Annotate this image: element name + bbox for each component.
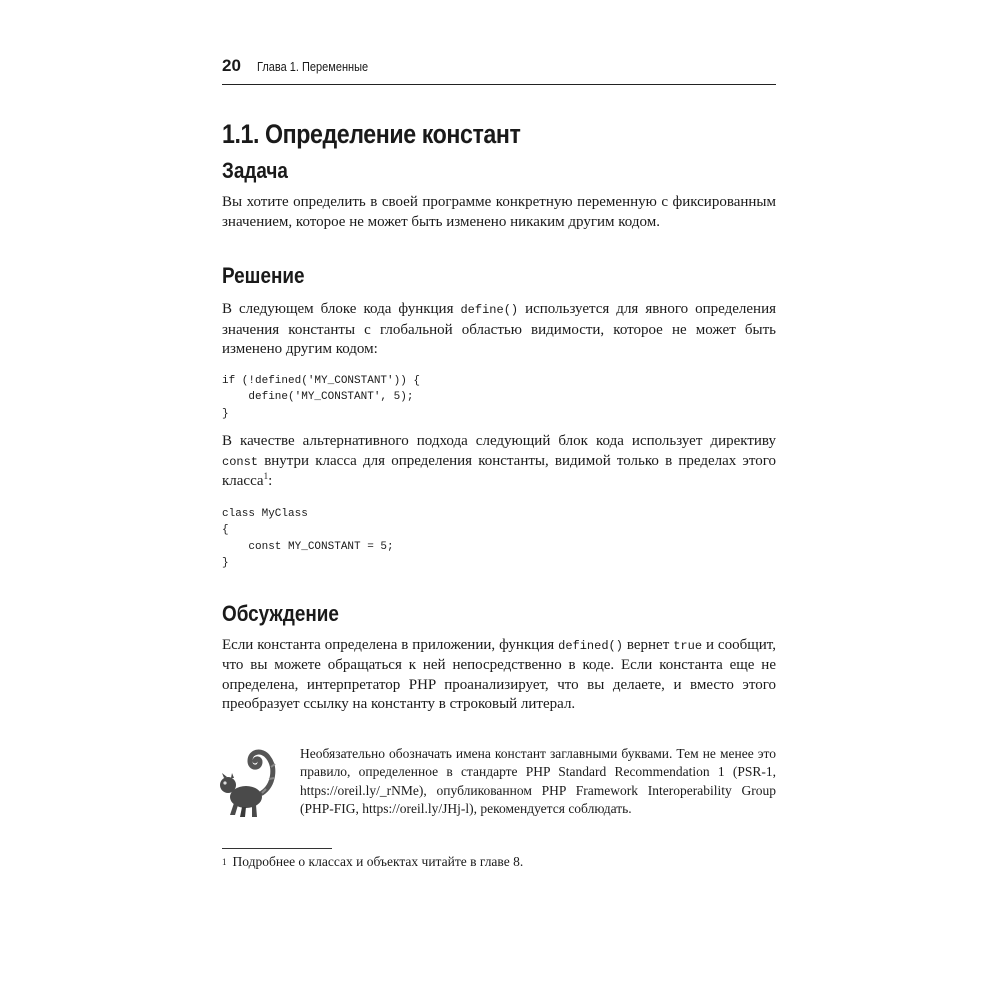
inline-code-define: define() — [460, 303, 519, 317]
inline-code-defined: defined() — [558, 638, 623, 653]
text-span: внутри класса для определения константы, видимой только в пределах этого класса — [222, 452, 776, 489]
footnote-text: Подробнее о классах и объектах читайте в главе 8. — [232, 853, 524, 869]
solution-paragraph-2 — [222, 432, 776, 492]
page-number: 20 — [222, 56, 241, 75]
code-block-class: class MyClass { const MY_CONSTANT = 5; } — [222, 507, 394, 569]
task-heading: Задача — [222, 158, 288, 183]
solution-paragraph-1 — [222, 300, 776, 360]
text-span: вернет — [622, 636, 674, 653]
solution-heading: Решение — [222, 263, 305, 288]
running-header — [222, 56, 776, 85]
footnote-ref[interactable]: 1 — [263, 471, 269, 481]
inline-code-const: const — [222, 454, 259, 469]
text-span: В качестве альтернативного подхода следующий блок кода использует директиву — [222, 433, 776, 449]
inline-code-true: true — [673, 638, 703, 653]
footnote — [222, 853, 776, 871]
text-span: и сообщит, что вы можете обращаться к ней непосредственно в коде. Если константа еще не определена, интерпретатор PHP проанализирует, что вы делаете, и вместо этого преобразует ссылку на константу в строковый литерал. — [222, 636, 776, 712]
discussion-paragraph — [222, 636, 776, 715]
text-span: используется для явного определения значения константы с глобальной областью видимости, которое не может быть изменено другим кодом: — [222, 301, 776, 357]
text-span: В следующем блоке кода функция — [222, 301, 461, 317]
chapter-title: Глава 1. Переменные — [256, 60, 369, 74]
section-title: 1.1. Определение констант — [222, 119, 521, 149]
discussion-heading: Обсуждение — [222, 600, 339, 626]
lemur-tip-icon — [218, 745, 278, 826]
task-paragraph: Вы хотите определить в своей программе конкретную переменную с фиксированным значением, которое не может быть изменено никаким другим кодом. — [222, 194, 776, 230]
book-page — [222, 56, 776, 871]
text-span: : — [268, 473, 273, 489]
code-block-define: if (!defined('MY_CONSTANT')) { define('MY_CONSTANT', 5); } — [222, 374, 421, 420]
tip-note — [222, 745, 776, 826]
tip-note-text: Необязательно обозначать имена констант заглавными буквами. Тем не менее это правило, определенное в стандарте PHP Standard Recommendation 1 (PSR-1, https://oreil.ly/_rNMe), опубликованном PHP Framework Interoperability Group (PHP-FIG, https://oreil.ly/JHj-l), рекомендуется соблюдать. — [300, 745, 776, 816]
footnote-divider — [222, 848, 332, 849]
text-span: Если константа определена в приложении, функция — [222, 636, 559, 653]
footnote-mark: 1 — [222, 856, 227, 867]
